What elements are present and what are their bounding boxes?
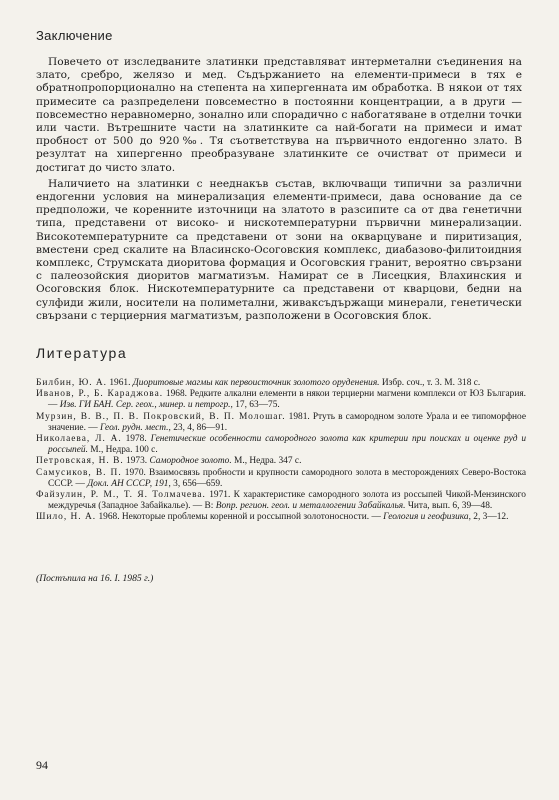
reference-title: Генетические особенности самородного золота как критерии при поисках и оценке руд и россыпей. (48, 434, 527, 456)
reference-item (36, 378, 526, 389)
reference-list (36, 378, 526, 524)
reference-author: Мурзин, В. В., П. В. Покровский, В. П. Молошаг. (36, 411, 286, 422)
reference-author: Шило, Н. А. (36, 512, 97, 523)
reference-source: 2, 3—12. (473, 512, 509, 523)
reference-title: Самородное золото. (149, 456, 232, 467)
reference-author: Петровская, Н. В. (36, 456, 124, 467)
reference-text: 1968. Редките алкални елементи в някои терциерни магмени комплекси от ЮЗ България. — (48, 389, 527, 411)
reference-text: 1978. (125, 434, 147, 445)
literature-heading: Литература (36, 345, 128, 361)
reference-source: 17, 63—75. (235, 400, 280, 411)
reference-text: 1968. Некоторые проблемы коренной и россыпной золотоносности. — (98, 512, 381, 523)
reference-title: Вопр. регион. геол. и металлогении Забайкалья. (215, 501, 406, 512)
reference-title: Геология и геофизика, (383, 512, 471, 523)
reference-item (36, 434, 526, 456)
reference-item (36, 490, 526, 512)
reference-item (36, 412, 526, 434)
reference-title: Докл. АН СССР, 191, (87, 478, 171, 489)
reference-text: 1961. (109, 378, 131, 388)
reference-author: Самусиков, В. П. (36, 467, 122, 478)
reference-source: 23, 4, 86—91. (173, 422, 228, 433)
conclusion-heading: Заключение (36, 28, 113, 43)
reference-item (36, 389, 526, 411)
reference-item (36, 512, 526, 523)
reference-title: Изв. ГИ БАН. Сер. геох., минер. и петрогр., (59, 400, 233, 411)
reference-text: 1970. Взаимосвязь пробности и крупности самородного золота в месторождениях Северо-Востока СССР. — (48, 467, 526, 489)
reference-source: Чита, вып. 6, 39—48. (407, 501, 493, 512)
reference-title: Геол. рудн. мест., (99, 422, 171, 433)
reference-source: Избр. соч., т. 3. М. 318 с. (381, 378, 481, 388)
reference-author: Иванов, Р., Б. Караджова. (36, 389, 164, 400)
reference-item (36, 456, 526, 467)
reference-text: 1981. Ртуть в самородном золоте Урала и ее типоморфное значение. — (48, 411, 527, 433)
conclusion-paragraph: Повечето от изследваните златинки представляват интерметални съединения на злато, сребро, желязо и мед. Съдържанието на елементи-примеси в тях е обратнопропорционално на степента на хипергенната им обработка. В някои от тях примесите са разпределени повсеместно в постоянни концентрации, а в други — повсеместно неравномерно, зонално или спорадично с набогатяване в отделни точки или части. Вътрешните части на златинките са най-богати на примеси и имат пробност от 500 до 920‰. Тя съответствува на първичното ендогенно злато. В резултат на хипергенно преобразуване златинките се очистват от примеси и достигат до чисто злато. (36, 56, 522, 174)
reference-author: Николаева, Л. А. (36, 434, 122, 445)
conclusion-paragraph: Наличието на златинки с нееднакъв състав, включващи типични за различни ендогенни условия на минерализация елементи-примеси, дава основание да се предположи, че коренните източници на златото в разсипите са от два генетични типа, представени от високо- и нискотемпературни първични минерализации. Високотемпературните са представени от зони на окварцуване и пиритизация, вместени сред скалите на Власинско-Осоговския комплекс, диабазово-филитоидния комплекс, Струмската диоритова формация и Осоговския гранит, вероятно свързани с палеозойския диоритов магматизъм. Намират се в Лисецкия, Влахинския и Осоговския блок. Нискотемпературните са представени от кварцови, бедни на сулфиди жили, носители на полиметални, живаксъдържащи минерали, генетически свързани с терциерния магматизъм, разположени в Осоговския блок. (36, 177, 522, 322)
reference-item (36, 468, 526, 490)
reference-source: 3, 656—659. (173, 478, 223, 489)
reference-title: Диоритовые магмы как первоисточник золотого оруденения. (132, 378, 380, 388)
reference-source: М., Недра. 100 с. (90, 445, 158, 456)
reference-text: 1971. К характеристике самородного золота из россыпей Чикой-Мензинского междуречья (Западное Забайкалье). — В: (48, 490, 526, 512)
received-date: (Постъпила на 16. I. 1985 г.) (36, 573, 154, 584)
reference-author: Файзулин, Р. М., Т. Я. Толмачева. (36, 490, 206, 501)
reference-author: Билбин, Ю. А. (36, 378, 108, 388)
conclusion-body (36, 56, 522, 326)
reference-source: М., Недра. 347 с. (234, 456, 302, 467)
page-number: 94 (36, 758, 48, 772)
reference-text: 1973. (126, 456, 148, 467)
